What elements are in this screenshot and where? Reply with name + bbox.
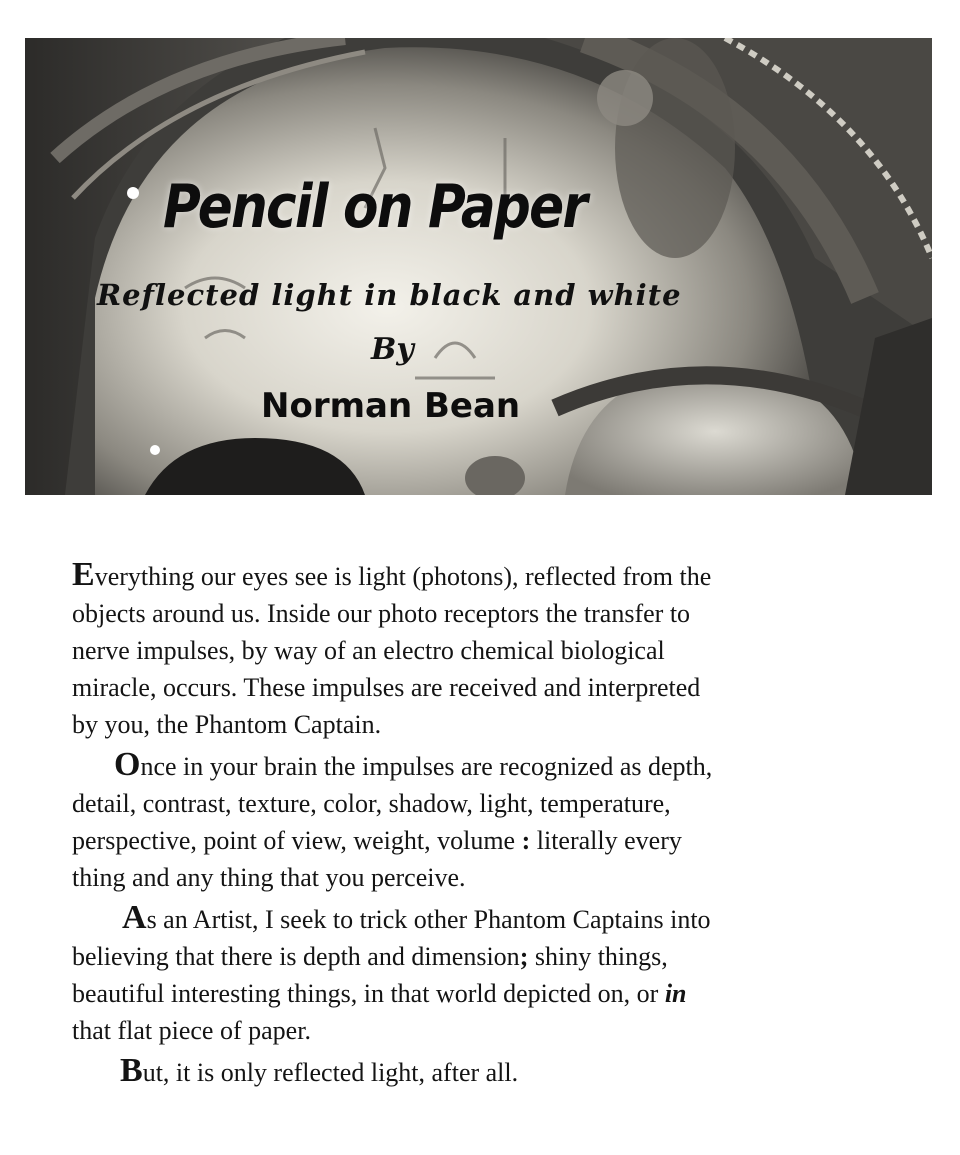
text-line: thing and any thing that you perceive. <box>72 863 466 892</box>
line-text: verything our eyes see is light (photons), reflected from the <box>94 562 712 591</box>
banner-title: Pencil on Paper <box>163 172 587 242</box>
drop-cap: A <box>122 899 147 936</box>
line-text: s an Artist, I seek to trick other Phantom Captains into <box>146 905 711 934</box>
text-line <box>72 899 892 938</box>
text-line <box>72 746 892 785</box>
drop-cap: O <box>114 746 141 783</box>
line-text: nce in your brain the impulses are recognized as depth, <box>140 752 713 781</box>
text-line: miracle, occurs. These impulses are received and interpreted <box>72 673 701 702</box>
paragraph-4 <box>72 1052 892 1091</box>
paragraph-1 <box>72 556 892 743</box>
banner-by: By <box>371 332 414 367</box>
header-banner <box>25 38 932 495</box>
text-line: by you, the Phantom Captain. <box>72 710 382 739</box>
line-text: ut, it is only reflected light, after all. <box>142 1058 519 1087</box>
text-line <box>72 556 892 595</box>
text-line <box>72 1052 892 1091</box>
paragraph-3 <box>72 899 892 1049</box>
semicolon-mark: ; <box>519 942 529 971</box>
line-text: literally every <box>530 826 682 855</box>
text-line <box>72 822 892 859</box>
text-line <box>72 938 892 975</box>
emphasis-in: in <box>664 979 687 1008</box>
text-line: detail, contrast, texture, color, shadow, light, temperature, <box>72 789 671 818</box>
line-text: beautiful interesting things, in that world depicted on, or <box>72 979 665 1008</box>
line-text: shiny things, <box>528 942 668 971</box>
text-line: nerve impulses, by way of an electro chemical biological <box>72 636 665 665</box>
drop-cap: B <box>120 1052 143 1089</box>
line-text: perspective, point of view, weight, volume <box>72 826 522 855</box>
essay-body <box>72 556 892 1091</box>
banner-subtitle: Reflected light in black and white <box>97 278 682 312</box>
line-text: believing that there is depth and dimension <box>72 942 520 971</box>
text-line: objects around us. Inside our photo receptors the transfer to <box>72 599 691 628</box>
text-line: that flat piece of paper. <box>72 1016 311 1045</box>
text-line <box>72 975 892 1012</box>
banner-author: Norman Bean <box>261 386 521 426</box>
drop-cap: E <box>72 556 95 593</box>
paragraph-2 <box>72 746 892 896</box>
colon-mark: : <box>521 826 531 855</box>
